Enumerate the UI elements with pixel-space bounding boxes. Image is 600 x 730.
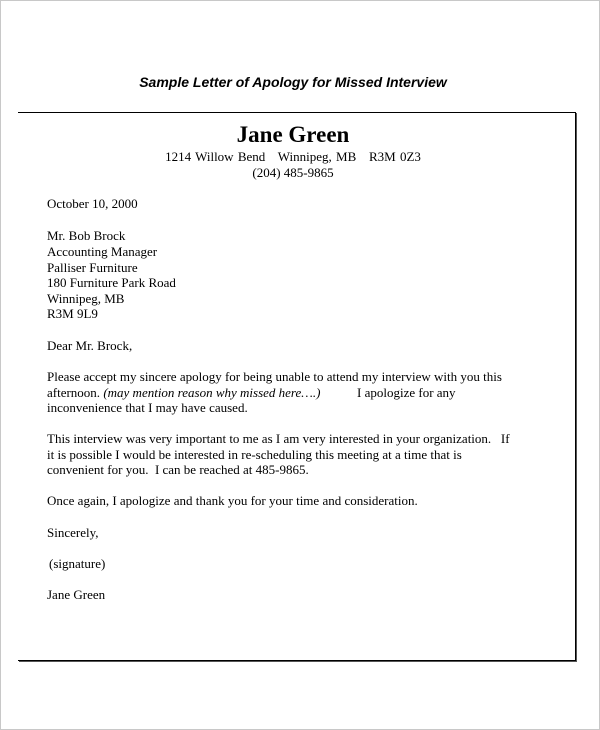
paragraph2-line1: This interview was very important to me as I am very interested in your organization. If (47, 431, 510, 446)
sender-phone: (204) 485-9865 (252, 165, 334, 180)
paragraph1-line1: Please accept my sincere apology for being unable to attend my interview with you this (47, 369, 502, 384)
recipient-city: Winnipeg, MB (47, 291, 125, 306)
recipient-street: 180 Furniture Park Road (47, 275, 176, 290)
recipient-postal: R3M 9L9 (47, 306, 98, 321)
recipient-company: Palliser Furniture (47, 260, 138, 275)
letter-date: October 10, 2000 (47, 196, 138, 211)
salutation: Dear Mr. Brock, (47, 338, 133, 353)
paragraph1-line2 (47, 385, 320, 401)
signature-name: Jane Green (47, 587, 106, 602)
document-title: Sample Letter of Apology for Missed Interview (139, 74, 447, 90)
recipient-name: Mr. Bob Brock (47, 228, 126, 243)
signature-placeholder: (signature) (49, 556, 106, 571)
closing: Sincerely, (47, 525, 99, 540)
paragraph1-line2-start: afternoon. (47, 385, 104, 400)
sender-address: 1214 Willow Bend Winnipeg, MB R3M 0Z3 (165, 149, 421, 164)
reason-note: (may mention reason why missed here….) (103, 385, 321, 400)
sender-name: Jane Green (236, 122, 350, 147)
paragraph1-line2-end: I apologize for any (357, 385, 456, 400)
paragraph2-line3: convenient for you. I can be reached at 485-9865. (47, 462, 309, 477)
recipient-title: Accounting Manager (47, 244, 158, 259)
paragraph2-line2: it is possible I would be interested in re-scheduling this meeting at a time that is (47, 447, 462, 462)
paragraph3: Once again, I apologize and thank you for your time and consideration. (47, 493, 418, 508)
paragraph1-line3: inconvenience that I may have caused. (47, 400, 248, 415)
